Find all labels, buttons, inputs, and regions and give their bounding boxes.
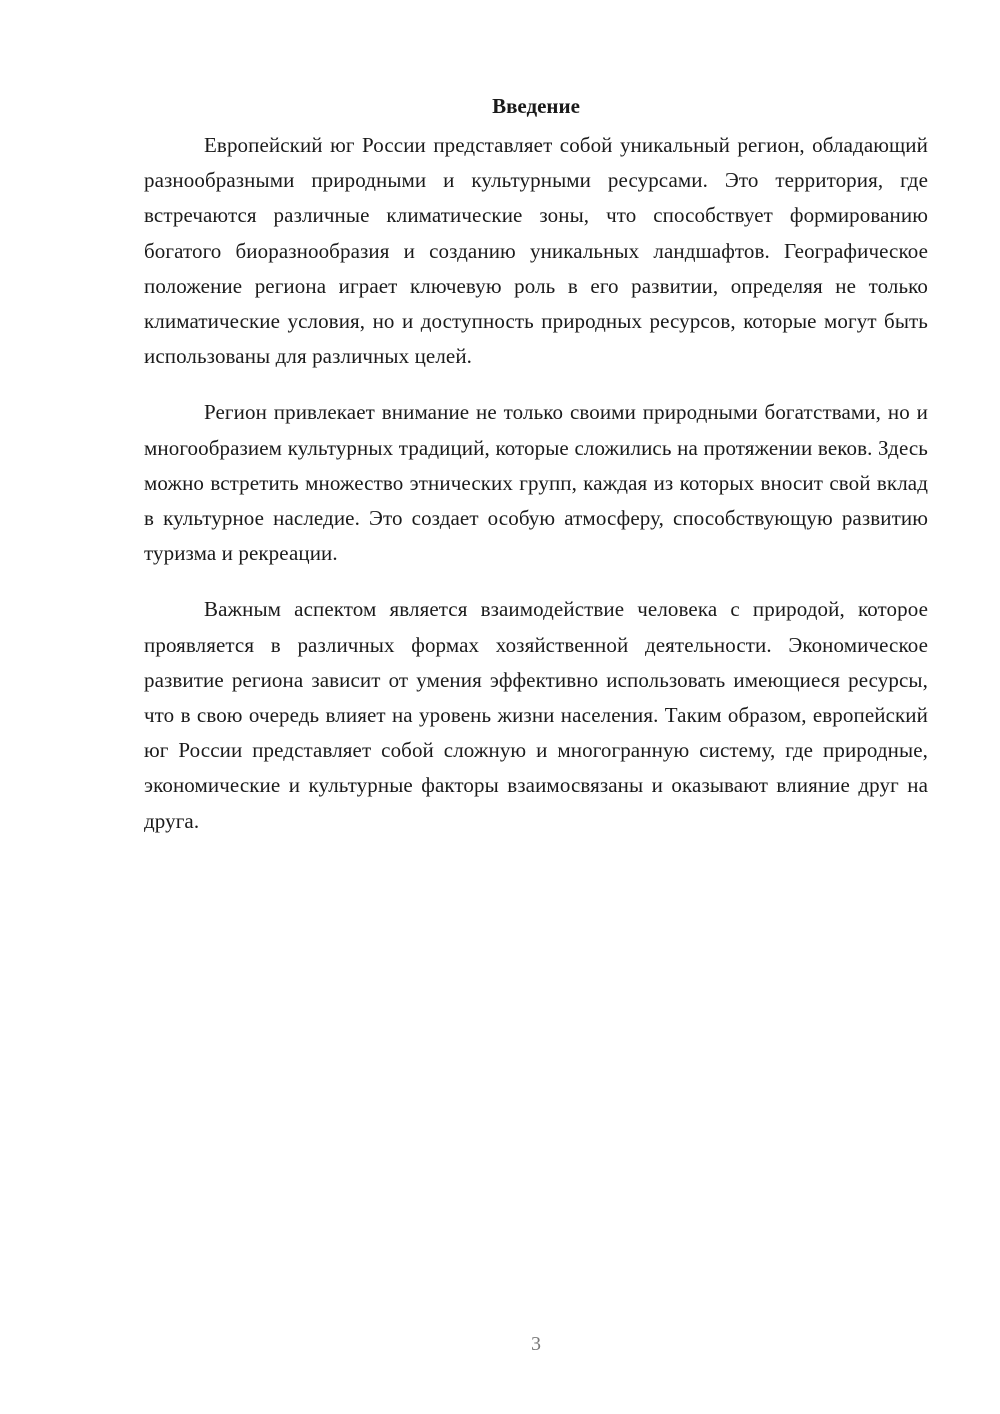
paragraph-3: Важным аспектом является взаимодействие человека с природой, которое проявляется в различных формах хозяйственной деятельности. Экономическое развитие региона зависит от умения эффективно использовать имеющиеся ресурсы, что в свою очередь влияет на уровень жизни населения. Таким образом, европейский юг России представляет собой сложную и многогранную систему, где природные, экономические и культурные факторы взаимосвязаны и оказывают влияние друг на друга. (144, 597, 928, 833)
page-body (144, 92, 928, 860)
paragraph-2: Регион привлекает внимание не только своими природными богатствами, но и многообразием культурных традиций, которые сложились на протяжении веков. Здесь можно встретить множество этнических групп, каждая из которых вносит свой вклад в культурное наследие. Это создает особую атмосферу, способствующую развитию туризма и рекреации. (144, 400, 928, 566)
paragraph-1: Европейский юг России представляет собой уникальный регион, обладающий разнообразными природными и культурными ресурсами. Это территория, где встречаются различные климатические зоны, что способствует формированию богатого биоразнообразия и созданию уникальных ландшафтов. Географическое положение региона играет ключевую роль в его развитии, определяя не только климатические условия, но и доступность природных ресурсов, которые могут быть использованы для различных целей. (144, 133, 928, 369)
page-title: Введение (492, 94, 580, 118)
page-number: 3 (531, 1333, 541, 1355)
